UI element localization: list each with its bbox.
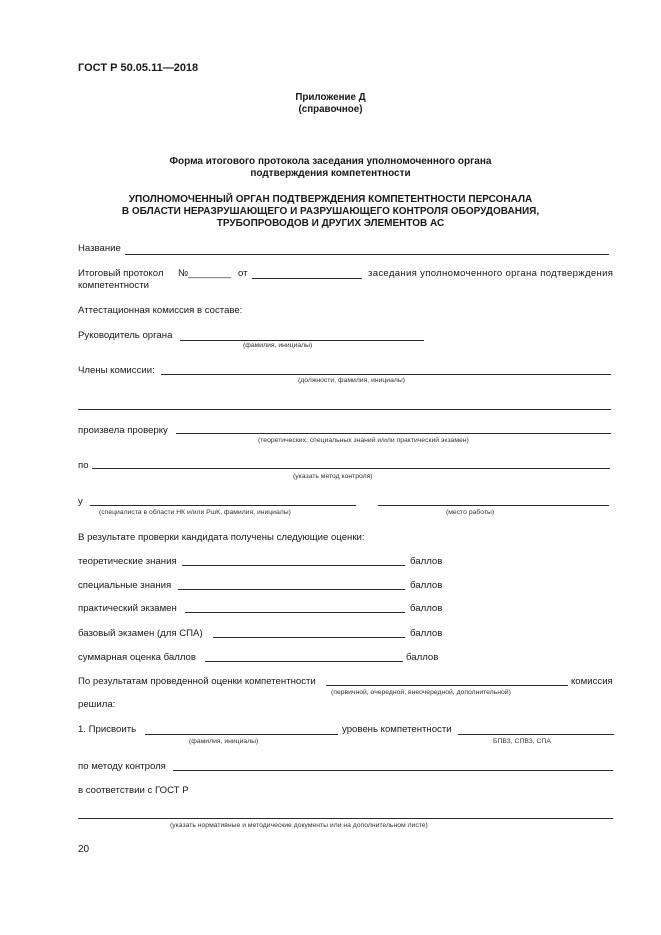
score-total-field[interactable] — [205, 661, 403, 662]
appendix-type: (справочное) — [298, 104, 363, 115]
score-unit: баллов — [410, 580, 443, 591]
members-label: Члены комиссии: — [78, 365, 155, 376]
by-label: по — [78, 460, 89, 471]
results-intro: В результате проверки кандидата получены следующие оценки: — [78, 532, 365, 543]
score-special-label: специальные знания — [78, 580, 172, 591]
score-unit: баллов — [410, 603, 443, 614]
decision-label: По результатам проведенной оценки компетентности — [78, 676, 316, 687]
specialist-hint: (специалиста в области НК и/или РшК, фамилия, инициалы) — [99, 509, 291, 516]
protocol-label: Итоговый протокол — [78, 268, 164, 279]
org-title-line1: УПОЛНОМОЧЕННЫЙ ОРГАН ПОДТВЕРЖДЕНИЯ КОМПЕТЕНТНОСТИ ПЕРСОНАЛА — [128, 194, 533, 205]
standard-number: ГОСТ Р 50.05.11—2018 — [78, 62, 199, 74]
by-hint: (указать метод контроля) — [293, 473, 373, 480]
gost-hint: (указать нормативные и методические документы или на дополнительном листе) — [170, 822, 428, 829]
level-field[interactable] — [458, 734, 614, 735]
score-basic-label: базовый экзамен (для СПА) — [78, 628, 203, 639]
workplace-hint: (место работы) — [446, 509, 495, 516]
score-practical-label: практический экзамен — [78, 603, 177, 614]
org-title-line3: ТРУБОПРОВОДОВ И ДРУГИХ ЭЛЕМЕНТОВ АС — [216, 218, 445, 229]
head-field[interactable] — [180, 340, 424, 341]
appendix-title: Приложение Д — [295, 92, 366, 103]
members-field[interactable] — [161, 374, 611, 375]
score-unit: баллов — [406, 652, 439, 663]
workplace-field[interactable] — [378, 505, 609, 506]
decision-hint: (первичной, очередной, внеочередной, дополнительной) — [331, 689, 511, 696]
protocol-from-label: от — [238, 268, 248, 279]
conducted-hint: (теоретических, специальных знаний и/или практический экзамен) — [258, 437, 469, 444]
specialist-field[interactable] — [90, 505, 356, 506]
gost-label: в соответствии с ГОСТ Р — [78, 785, 189, 796]
method-field[interactable] — [173, 770, 613, 771]
score-unit: баллов — [410, 628, 443, 639]
head-label: Руководитель органа — [78, 330, 173, 341]
decision-type-field[interactable] — [326, 685, 568, 686]
form-title-line2: подтверждения компетентности — [250, 168, 411, 179]
name-label: Название — [78, 243, 121, 254]
protocol-text: заседания уполномоченного органа подтверждения — [368, 268, 614, 279]
score-total-label: суммарная оценка баллов — [78, 652, 196, 663]
protocol-text-cont: компетентности — [78, 280, 149, 291]
score-theory-field[interactable] — [182, 565, 405, 566]
score-theory-label: теоретические знания — [78, 556, 177, 567]
method-label: по методу контроля — [78, 761, 166, 772]
head-hint: (фамилия, инициалы) — [243, 342, 313, 349]
score-practical-field[interactable] — [185, 612, 405, 613]
level-label: уровень компетентности — [342, 724, 452, 735]
assign-label: 1. Присвоить — [78, 724, 137, 735]
score-unit: баллов — [410, 556, 443, 567]
members-field-extra[interactable] — [78, 409, 611, 410]
org-title-line2: В ОБЛАСТИ НЕРАЗРУШАЮЩЕГО И РАЗРУШАЮЩЕГО КОНТРОЛЯ ОБОРУДОВАНИЯ, — [121, 206, 540, 217]
members-hint: (должности, фамилия, инициалы) — [298, 377, 405, 384]
form-title-line1: Форма итогового протокола заседания уполномоченного органа — [169, 156, 492, 167]
name-field[interactable] — [125, 254, 609, 255]
assign-hint: (фамилия, инициалы) — [189, 738, 259, 745]
score-basic-field[interactable] — [213, 637, 405, 638]
protocol-date-field[interactable] — [252, 278, 362, 279]
page-number: 20 — [78, 844, 90, 855]
score-special-field[interactable] — [178, 589, 405, 590]
assign-name-field[interactable] — [145, 734, 338, 735]
level-hint: БПВЗ, СПВЗ, СПА — [493, 738, 551, 745]
conducted-field[interactable] — [176, 433, 611, 434]
decision-commission: комиссия — [571, 676, 613, 687]
conducted-label: произвела проверку — [78, 425, 168, 436]
decided-label: решила: — [78, 699, 116, 710]
by-field[interactable] — [92, 468, 610, 469]
protocol-number-field[interactable]: №________ — [178, 268, 231, 279]
at-label: у — [78, 496, 83, 507]
commission-label: Аттестационная комиссия в составе: — [78, 305, 243, 316]
gost-field[interactable] — [78, 818, 613, 819]
